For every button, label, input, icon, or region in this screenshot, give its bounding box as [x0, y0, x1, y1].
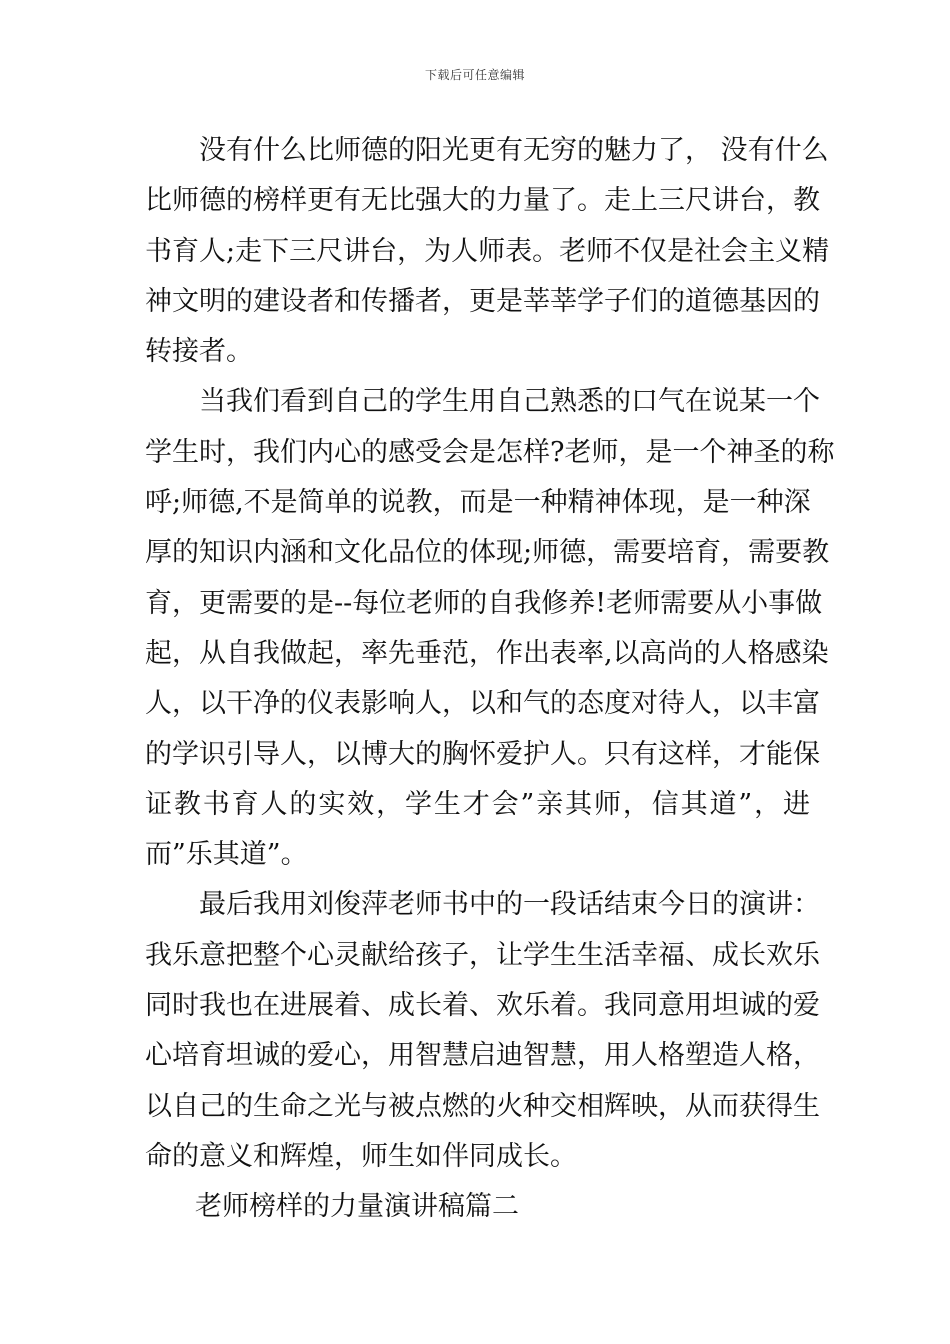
paragraph-line: 心培育坦诚的爱心，用智慧启迪智慧，用人格塑造人格，: [145, 1040, 820, 1072]
body-text: [145, 126, 835, 1233]
paragraph-3: [145, 880, 820, 1182]
paragraph-line: 没有什么比师德的阳光更有无穷的魅力了， 没有什么: [199, 135, 829, 166]
paragraph-line: 同时我也在进展着、成长着、欢乐着。我同意用坦诚的爱: [145, 990, 820, 1022]
paragraph-line: 的学识引导人，以博大的胸怀爱护人。只有这样，才能保: [145, 738, 820, 770]
paragraph-line: 育，更需要的是--每位老师的自我修养!老师需要从小事做: [145, 587, 823, 619]
paragraph-2: [145, 377, 835, 880]
paragraph-line: 我乐意把整个心灵献给孩子，让学生生活幸福、成长欢乐: [145, 939, 820, 971]
paragraph-line: 厚的知识内涵和文化品位的体现;师德，需要培育，需要教: [145, 537, 830, 569]
paragraph-line: 起，从自我做起，率先垂范，作出表率,以高尚的人格感染: [145, 637, 829, 669]
paragraph-line: 命的意义和辉煌，师生如伴同成长。: [145, 1140, 577, 1172]
paragraph-line: 人，以干净的仪表影响人，以和气的态度对待人，以丰富: [145, 688, 820, 720]
paragraph-line: 转接者。: [145, 336, 253, 368]
paragraph-line: 学生时，我们内心的感受会是怎样?老师，是一个神圣的称: [145, 436, 835, 468]
paragraph-line: 证教书育人的实效，学生才会”亲其师，信其道”，进: [145, 788, 810, 820]
paragraph-line: 最后我用刘俊萍老师书中的一段话结束今日的演讲：: [199, 889, 820, 921]
paragraph-line: 以自己的生命之光与被点燃的火种交相辉映，从而获得生: [145, 1090, 820, 1122]
paragraph-line: 呼;师德,不是简单的说教，而是一种精神体现，是一种深: [145, 487, 811, 519]
page-header-note: 下载后可任意编辑: [424, 68, 525, 82]
paragraph-1: [145, 126, 830, 377]
paragraph-line: 神文明的建设者和传播者，更是莘莘学子们的道德基因的: [145, 285, 820, 317]
paragraph-line: 而”乐其道”。: [145, 839, 308, 871]
paragraph-line: 比师德的榜样更有无比强大的力量了。走上三尺讲台，教: [145, 185, 820, 217]
paragraph-line: 当我们看到自己的学生用自己熟悉的口气在说某一个: [199, 386, 820, 418]
section-title: 老师榜样的力量演讲稿篇二: [195, 1191, 519, 1223]
paragraph-line: 书育人;走下三尺讲台，为人师表。老师不仅是社会主义精: [145, 235, 830, 267]
